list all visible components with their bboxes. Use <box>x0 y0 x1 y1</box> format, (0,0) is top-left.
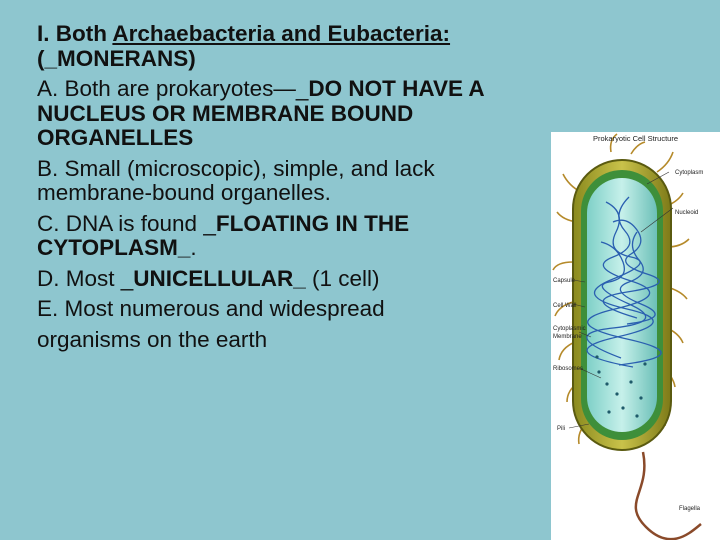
point-a-line-2: NUCLEUS OR MEMBRANE BOUND <box>37 100 414 126</box>
point-a-line-3: ORGANELLES <box>37 125 194 150</box>
point-c-line-2 <box>37 236 677 261</box>
point-b-line-2: membrane-bound organelles. <box>37 180 331 205</box>
point-c-prefix: . DNA is found _ <box>53 210 216 236</box>
label-flagella: Flagella <box>679 506 701 512</box>
point-d-bold: UNICELLULAR_ <box>133 265 306 291</box>
heading-title: Archaebacteria and Eubacteria: <box>112 21 451 46</box>
point-c-line-1 <box>37 212 677 237</box>
label-cytoplasmic: Cytoplasmic <box>553 326 586 332</box>
heading-line-1 <box>37 22 677 47</box>
point-d-prefix: D. Most _ <box>37 265 134 291</box>
label-nucleoid: Nucleoid <box>675 210 699 216</box>
point-a-bold-1: DO NOT HAVE A <box>308 76 485 101</box>
label-cytoplasm: Cytoplasm <box>675 170 704 176</box>
point-c-bold-1: FLOATING IN THE <box>215 210 410 236</box>
heading-line-2: (_MONERANS) <box>37 45 196 71</box>
label-cell-wall: Cell Wall <box>553 303 577 309</box>
slide-body <box>37 22 677 352</box>
point-a-prefix: A. Both are prokaryotes—_ <box>37 76 309 101</box>
point-d-suffix: (1 cell) <box>305 265 380 291</box>
label-pili: Pili <box>557 426 566 432</box>
label-ribosomes: Ribosomes <box>553 366 584 372</box>
point-c-bold-2: CYTOPLASM_ <box>37 235 191 260</box>
point-b-line-1 <box>37 157 677 182</box>
point-e-line-1: E. Most numerous and widespread <box>37 296 385 321</box>
point-b-letter: B <box>37 155 53 181</box>
figure-title: Prokaryotic Cell Structure <box>593 134 679 143</box>
label-capsule: Capsule <box>553 278 576 284</box>
heading-prefix: I. Both <box>37 21 113 46</box>
label-membrane: Membrane <box>553 334 582 340</box>
point-d-line <box>37 267 677 292</box>
flagellum <box>636 452 701 539</box>
point-a-line-1 <box>37 77 677 102</box>
point-e-line-2: organisms on the earth <box>37 326 268 352</box>
point-c-suffix: . <box>190 235 197 260</box>
point-c-letter: C <box>37 210 54 236</box>
point-b-text-1: . Small (microscopic), simple, and lack <box>52 155 435 181</box>
